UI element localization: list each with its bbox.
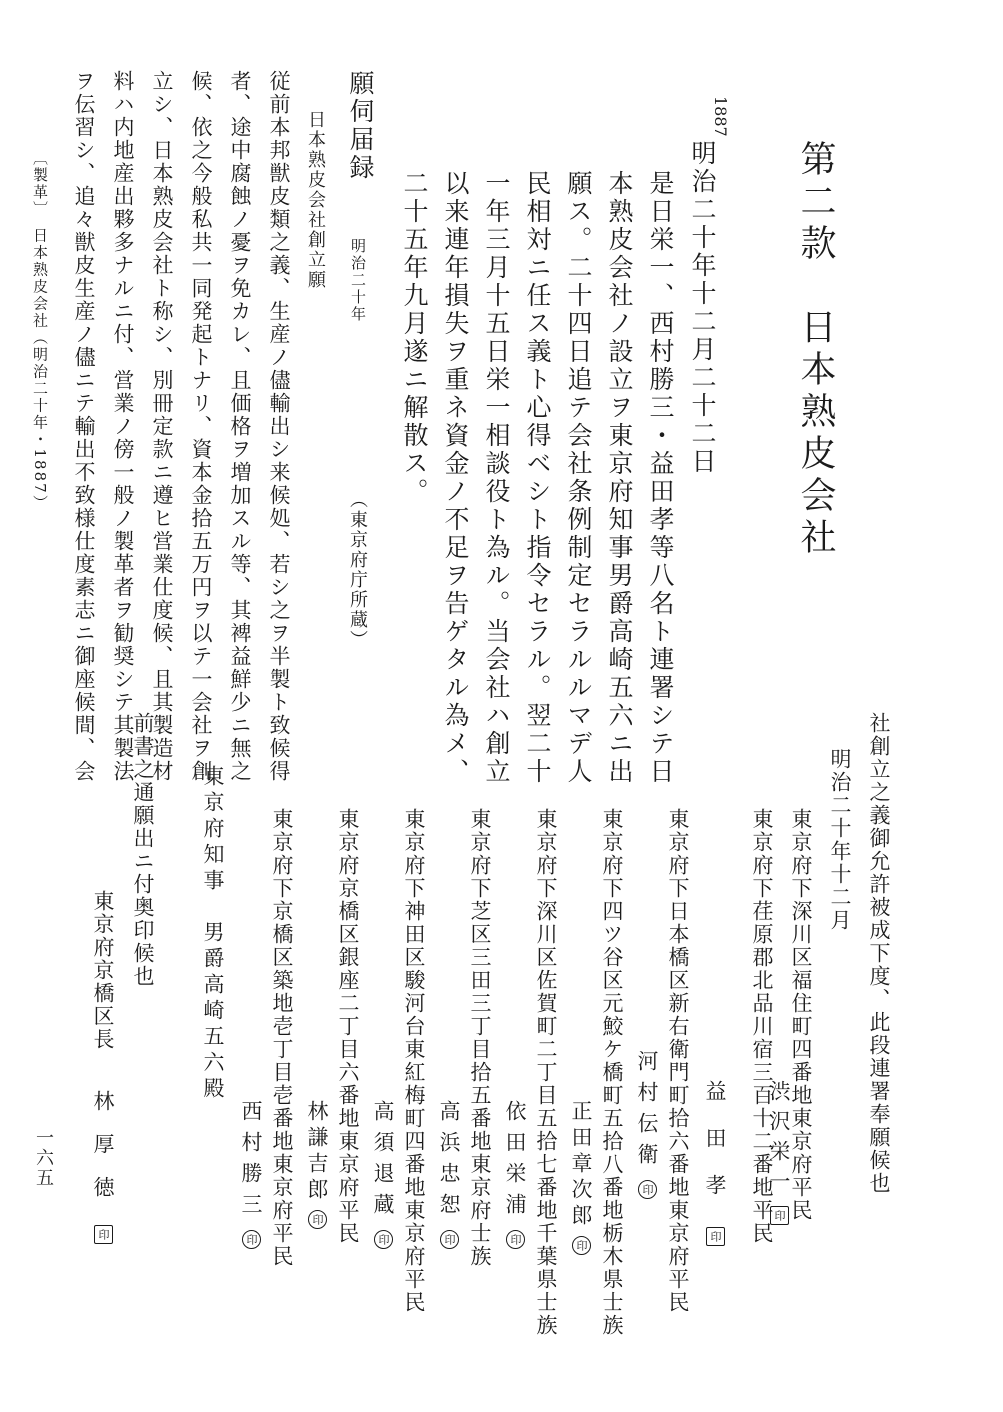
section-body-line: 一年三月十五日栄一相談役ト為ル。当会社ハ創立 bbox=[482, 170, 511, 786]
seal-stamp-icon: 印 bbox=[572, 1236, 591, 1255]
signatory-address: 東京府下深川区福住町四番地東京府平民 bbox=[789, 808, 813, 1222]
seal-stamp-icon: 印 bbox=[374, 1230, 393, 1249]
record-body-line: 料ハ内地産出夥多ナルニ付、営業ノ傍一般ノ製革者ヲ勧奨シテ其製法 bbox=[111, 70, 135, 783]
seal-stamp-icon: 印 bbox=[770, 1206, 789, 1225]
signatory-address: 東京府下神田区駿河台東紅梅町四番地東京府平民 bbox=[402, 808, 426, 1314]
record-body-line: 従前本邦獣皮類之義、生産ノ儘輸出シ来候処、若シ之ヲ半製ト致候得 bbox=[267, 70, 291, 783]
signatory-address: 東京府京橋区銀座二丁目六番地東京府平民 bbox=[336, 808, 360, 1245]
section-date: 明治二十年十二月二十二日 bbox=[688, 140, 717, 476]
signatory-address: 東京府下深川区佐賀町二丁目五拾七番地千葉県士族 bbox=[534, 808, 558, 1337]
seal-stamp-icon: 印 bbox=[94, 1225, 113, 1244]
seal-stamp-icon: 印 bbox=[638, 1180, 657, 1199]
section-body-line: 是日栄一、西村勝三・益田孝等八名ト連署シテ日 bbox=[646, 170, 675, 786]
petition-date: 明治二十年十二月 bbox=[828, 748, 852, 932]
record-era: 明治二十年 bbox=[349, 238, 367, 323]
section-body-line: 以来連年損失ヲ重ネ資金ノ不足ヲ告ゲタル為メ、 bbox=[441, 170, 470, 786]
signatory-name: 河村伝衛印 bbox=[636, 1050, 657, 1199]
signatory-name: 高浜忠恕印 bbox=[438, 1100, 459, 1249]
seal-stamp-icon: 印 bbox=[242, 1230, 261, 1249]
section-body-line: 本熟皮会社ノ設立ヲ東京府知事男爵高崎五六ニ出 bbox=[605, 170, 634, 786]
record-doc-title: 日本熟皮会社創立願 bbox=[305, 110, 326, 290]
seal-stamp-icon: 印 bbox=[308, 1210, 327, 1229]
signatory-name: 西村勝三印 bbox=[240, 1100, 261, 1249]
signatory-address: 東京府下四ツ谷区元鮫ケ橋町五拾八番地栃木県士族 bbox=[600, 808, 624, 1337]
signatory-name: 依田栄浦印 bbox=[504, 1100, 525, 1249]
section-body-line: 二十五年九月遂ニ解散ス。 bbox=[400, 170, 429, 506]
signatory-address: 東京府下日本橋区新右衛門町拾六番地東京府平民 bbox=[666, 808, 690, 1314]
addressee: 東京府知事 男爵高崎五六殿 bbox=[201, 765, 225, 1103]
record-title: 願伺届録 bbox=[346, 70, 375, 182]
seal-stamp-icon: 印 bbox=[506, 1230, 525, 1249]
signatory-address: 東京府下京橋区築地壱丁目壱番地東京府平民 bbox=[270, 808, 294, 1268]
petition-closing: 社創立之義御允許被成下度、此段連署奉願候也 bbox=[867, 712, 891, 1195]
signatory-name: 渋沢栄一印 bbox=[768, 1080, 789, 1225]
seal-stamp-icon: 印 bbox=[706, 1227, 725, 1246]
record-body-line: 者、途中腐蝕ノ憂ヲ免カレ、且価格ヲ増加スル等、其裨益鮮少ニ無之 bbox=[228, 70, 252, 783]
signatory-name: 正田章次郎印 bbox=[570, 1100, 591, 1255]
section-title: 第二款 日本熟皮会社 bbox=[795, 140, 836, 560]
ward-chief-title: 東京府京橋区長 bbox=[91, 890, 115, 1051]
page-number: 一六五 bbox=[33, 1128, 54, 1188]
record-body-line: 候、依之今般私共一同発起トナリ、資本金拾五万円ヲ以テ一会社ヲ創 bbox=[189, 70, 213, 783]
record-body-line: ヲ伝習シ、追々獣皮生産ノ儘ニテ輸出不致様仕度素志ニ御座候間、会 bbox=[72, 70, 96, 783]
signatory-name: 高須退蔵印 bbox=[372, 1100, 393, 1249]
record-source: （東京府庁所蔵） bbox=[347, 490, 368, 650]
section-body-line: 願ス。二十四日追テ会社条例制定セラルルマデ人 bbox=[564, 170, 593, 786]
record-body-line: 立シ、日本熟皮会社ト称シ、別冊定款ニ遵ヒ営業仕度候、且其製造材 bbox=[150, 70, 174, 783]
ward-chief-name: 林厚徳印 bbox=[92, 1090, 113, 1244]
seal-stamp-icon: 印 bbox=[440, 1230, 459, 1249]
section-body-line: 民相対ニ任ス義ト心得ベシト指令セラル。翌二十 bbox=[523, 170, 552, 786]
signatory-name: 林謙吉郎印 bbox=[306, 1100, 327, 1229]
section-year: 1887 bbox=[711, 96, 730, 137]
signatory-address: 東京府下荏原郡北品川宿三百十二番地平民 bbox=[750, 808, 774, 1245]
signatory-address: 東京府下芝区三田三丁目拾五番地東京府士族 bbox=[468, 808, 492, 1268]
running-footer: 〔製革〕 日本熟皮会社（明治二十年・1887） bbox=[31, 150, 49, 512]
endorsement: 前書之通願出ニ付奥印候也 bbox=[131, 712, 155, 988]
signatory-name: 益田孝印 bbox=[704, 1080, 725, 1246]
